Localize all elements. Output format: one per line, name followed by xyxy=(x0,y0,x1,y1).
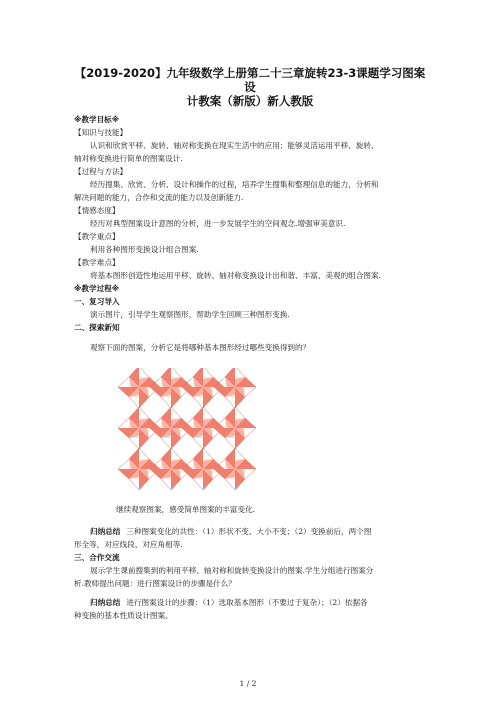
figure-caption: 继续观察图案，感受简单图案的丰富变化. xyxy=(116,505,256,514)
pinwheel-row-1 xyxy=(118,368,256,408)
summary-2-text-2: 种变换的基本性质设计图案。 xyxy=(74,611,173,620)
page-number: 1 / 2 xyxy=(239,679,257,688)
teaching-process-header: ※教学过程※ xyxy=(74,284,120,293)
summary-1-label: 归纳总结 xyxy=(90,527,121,536)
knowledge-label: 【知识与技能】 xyxy=(74,128,128,137)
document-title-line1: 【2019-2020】九年级数学上册第二十三章旋转23-3课题学习图案设 xyxy=(74,66,426,94)
key-point-label: 【教学重点】 xyxy=(74,232,120,241)
process-text-2: 解决问题的能力，合作和交流的能力以及创新能力. xyxy=(74,193,244,202)
emotion-label: 【情感态度】 xyxy=(74,206,120,215)
section-explore-question: 观察下面的图案，分析它是将哪种基本图形经过哪些变换得到的？ xyxy=(90,343,311,352)
pinwheel-pattern-figure xyxy=(117,368,287,490)
section-review-text: 演示图片，引导学生观察图形，帮助学生回顾三种图形变换. xyxy=(90,310,290,319)
summary-1-text-2: 形全等，对应线段、对应角相等. xyxy=(74,540,183,549)
teaching-goals-header: ※教学目标※ xyxy=(74,115,120,124)
summary-2-text: 进行图案设计的步骤：（1）选取基本图形（不要过于复杂）；（2）依据各 xyxy=(126,598,368,607)
summary-1-text: 三种图案变化的共性：（1）形状不变、大小不变；（2）变换前后，两个图 xyxy=(126,527,372,536)
summary-1-line-1 xyxy=(90,527,371,537)
summary-2-label: 归纳总结 xyxy=(90,598,121,607)
knowledge-text-2: 轴对称变换进行简单的图案设计. xyxy=(74,154,183,163)
process-label: 【过程与方法】 xyxy=(74,167,128,176)
section-cooperate-title: 三、合作交流 xyxy=(74,553,120,562)
pinwheel-row-2 xyxy=(118,407,256,449)
summary-2-line-1 xyxy=(90,598,368,608)
document-title-line2: 计教案（新版）新人教版 xyxy=(186,94,314,108)
key-point-text: 利用各种图形变换设计组合图案. xyxy=(90,245,199,254)
section-explore-title: 二、探索新知 xyxy=(74,323,120,332)
process-text-1: 经历搜集、欣赏、分析、设计和操作的过程，培养学生搜集和整理信息的能力，分析和 xyxy=(90,180,379,189)
section-cooperate-text-2: 析.教师提出问题：进行图案设计的步骤是什么？ xyxy=(74,579,236,588)
difficult-point-text: 将基本图形创造性地运用平移、旋转、轴对称变换设计出和谐、丰富、美观的组合图案. xyxy=(90,271,381,280)
section-cooperate-text-1: 展示学生课前搜集到的利用平移、轴对称和旋转变换设计的图案.学生分组进行图案分 xyxy=(90,566,374,575)
emotion-text: 经历对典型图案设计意图的分析，进一步发展学生的空间观念.增强审美意识. xyxy=(90,219,346,228)
pinwheel-row-3 xyxy=(118,448,256,490)
difficult-point-label: 【教学难点】 xyxy=(74,258,120,267)
knowledge-text-1: 认识和欣赏平移、旋转、轴对称变换在现实生活中的应用；能够灵活运用平移、旋转、 xyxy=(90,141,379,150)
section-review-title: 一、复习导入 xyxy=(74,297,120,306)
